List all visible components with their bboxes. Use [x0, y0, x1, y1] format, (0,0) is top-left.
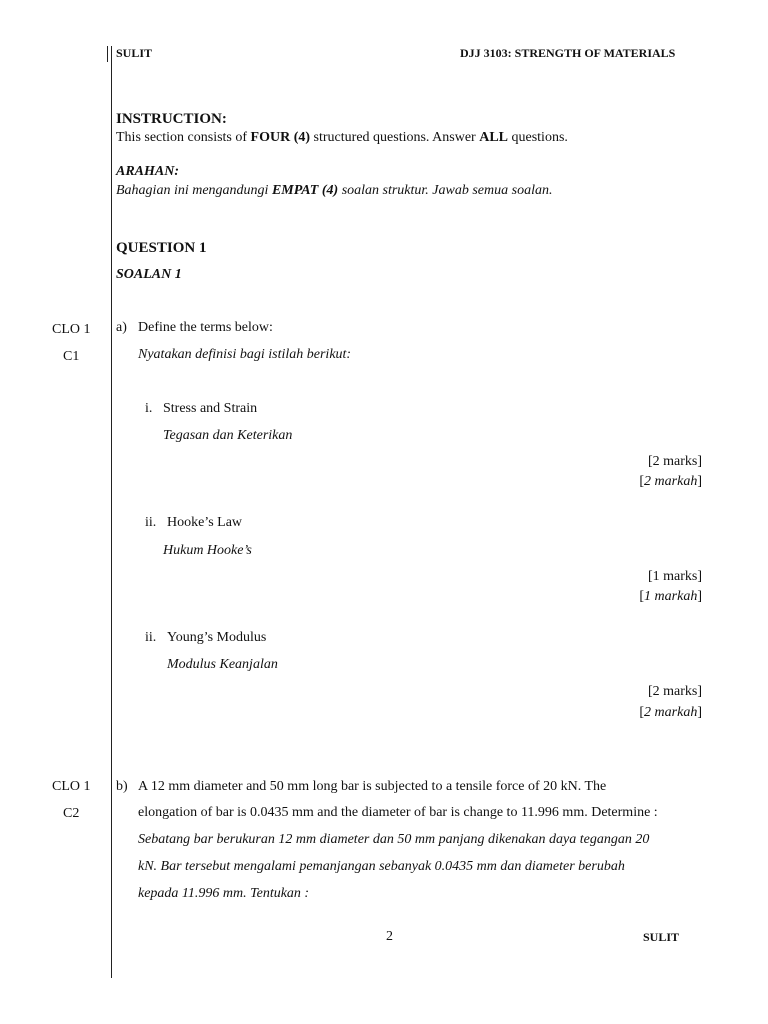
item-3-marks: [2 marks]	[647, 684, 702, 699]
part-b-level: C2	[63, 806, 80, 821]
instruction-text-pre: This section consists of	[116, 130, 251, 145]
item-3-marks-ms-open: [	[639, 705, 645, 720]
item-1-marks-ms-close: ]	[697, 474, 702, 489]
page-number: 2	[386, 929, 393, 944]
part-b-clo: CLO 1	[52, 779, 91, 794]
item-2-marks-ms-close: ]	[697, 589, 702, 604]
instruction-text-mid: structured questions. Answer	[310, 130, 480, 145]
item-3-term: Young’s Modulus	[167, 630, 267, 645]
header-double-rule-left	[107, 46, 108, 62]
part-b-line-5-ms: kepada 11.996 mm. Tentukan :	[138, 886, 310, 901]
item-1-marks: [2 marks]	[647, 454, 702, 469]
instruction-title: INSTRUCTION:	[116, 111, 227, 127]
arahan-text-pre: Bahagian ini mengandungi	[116, 183, 272, 198]
question-title: QUESTION 1	[116, 240, 207, 256]
item-2-marks: [1 marks]	[647, 569, 702, 584]
item-1-marks-ms-value: 2 markah	[644, 474, 698, 489]
item-3-marks-ms-value: 2 markah	[644, 705, 698, 720]
instruction-all: ALL	[479, 130, 508, 145]
arahan-text	[116, 183, 552, 199]
item-2-term: Hooke’s Law	[167, 515, 243, 530]
instruction-question-count: FOUR (4)	[250, 130, 311, 145]
part-a-level: C1	[63, 349, 80, 364]
instruction-text-post: questions.	[508, 130, 568, 145]
instruction-text	[116, 130, 568, 146]
question-title-ms: SOALAN 1	[116, 267, 182, 282]
part-b-line-2: elongation of bar is 0.0435 mm and the diameter of bar is change to 11.996 mm. Determine :	[138, 805, 658, 820]
part-a-text-ms: Nyatakan definisi bagi istilah berikut:	[138, 347, 352, 362]
item-1-term-ms: Tegasan dan Keterikan	[163, 428, 293, 443]
item-1-numeral: i.	[145, 401, 153, 416]
header-classification: SULIT	[116, 46, 153, 60]
part-a-label: a)	[116, 320, 127, 335]
item-2-numeral: ii.	[145, 515, 157, 530]
item-2-marks-ms-value: 1 markah	[644, 589, 698, 604]
arahan-title: ARAHAN:	[116, 164, 180, 179]
item-1-marks-ms	[639, 474, 702, 490]
item-1-marks-ms-open: [	[639, 474, 645, 489]
arahan-question-count: EMPAT (4)	[271, 183, 339, 198]
part-b-line-3-ms: Sebatang bar berukuran 12 mm diameter dan 50 mm panjang dikenakan daya tegangan 20	[138, 832, 650, 847]
header-course-title: DJJ 3103: STRENGTH OF MATERIALS	[460, 46, 676, 60]
part-a-text: Define the terms below:	[138, 320, 273, 335]
item-3-marks-ms	[639, 705, 702, 721]
part-b-line-1: A 12 mm diameter and 50 mm long bar is subjected to a tensile force of 20 kN. The	[138, 779, 607, 794]
part-a-clo: CLO 1	[52, 322, 91, 337]
item-1-term: Stress and Strain	[163, 401, 258, 416]
margin-rule	[111, 46, 112, 978]
footer-classification: SULIT	[643, 930, 680, 944]
item-2-term-ms: Hukum Hooke’s	[163, 543, 252, 558]
item-3-numeral: ii.	[145, 630, 157, 645]
arahan-text-post: soalan struktur. Jawab semua soalan.	[338, 183, 553, 198]
item-3-term-ms: Modulus Keanjalan	[167, 657, 278, 672]
part-b-line-4-ms: kN. Bar tersebut mengalami pemanjangan sebanyak 0.0435 mm dan diameter berubah	[138, 859, 625, 874]
item-2-marks-ms-open: [	[639, 589, 645, 604]
item-2-marks-ms	[639, 589, 702, 605]
part-b-label: b)	[116, 779, 128, 794]
item-3-marks-ms-close: ]	[697, 705, 702, 720]
